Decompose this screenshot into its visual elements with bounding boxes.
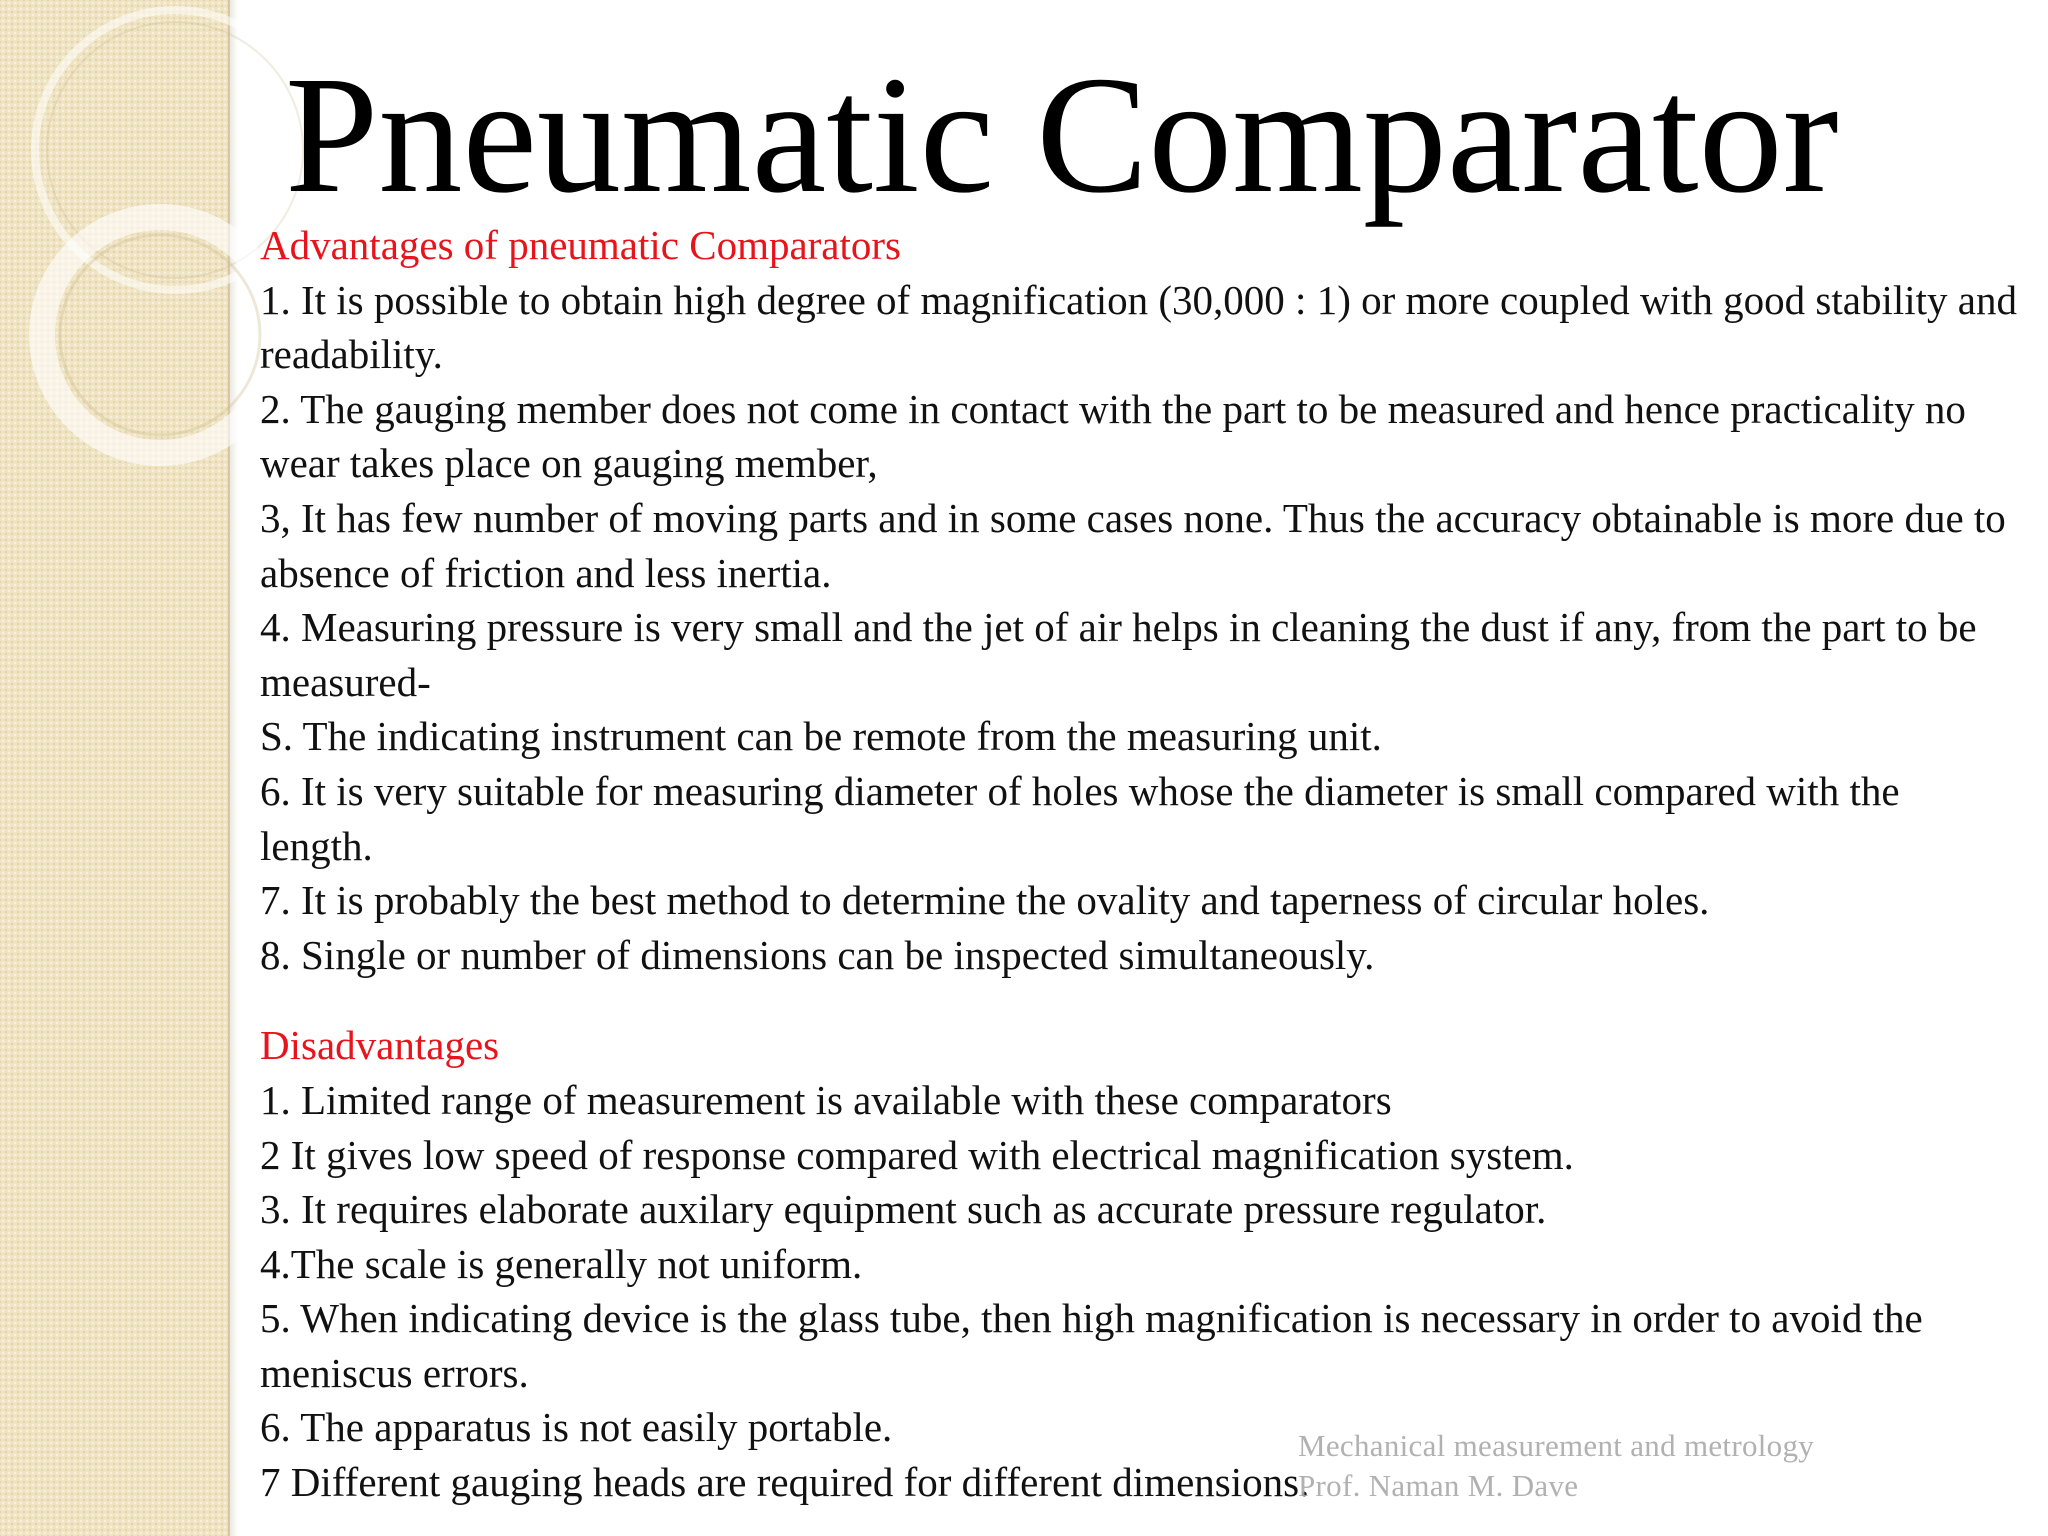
advantage-item: 3, It has few number of moving parts and in some cases none. Thus the accuracy obtainable is more due to absence of friction and less inertia. bbox=[260, 494, 2006, 596]
disadvantages-heading: Disadvantages bbox=[260, 1022, 500, 1069]
advantage-item: 7. It is probably the best method to determine the ovality and taperness of circular holes. bbox=[260, 877, 1710, 924]
disadvantage-item: 6. The apparatus is not easily portable. bbox=[260, 1404, 893, 1451]
advantage-item: 8. Single or number of dimensions can be inspected simultaneously. bbox=[260, 931, 1375, 978]
page-title: Pneumatic Comparator bbox=[285, 42, 1839, 228]
advantages-list bbox=[260, 273, 2020, 983]
disadvantage-item: 5. When indicating device is the glass tube, then high magnification is necessary in order to avoid the meniscus errors. bbox=[260, 1295, 1923, 1396]
watermark bbox=[1298, 1426, 1814, 1506]
disadvantage-item: 1. Limited range of measurement is available with these comparators bbox=[260, 1076, 1392, 1123]
advantage-item: 2. The gauging member does not come in contact with the part to be measured and hence practicality no wear takes place on gauging member, bbox=[260, 385, 1966, 487]
advantage-item: S. The indicating instrument can be remote from the measuring unit. bbox=[260, 713, 1382, 760]
watermark-course: Mechanical measurement and metrology bbox=[1298, 1428, 1815, 1463]
disadvantage-item: 4.The scale is generally not uniform. bbox=[260, 1240, 863, 1287]
advantage-item: 4. Measuring pressure is very small and the jet of air helps in cleaning the dust if any, from the part to be measured- bbox=[260, 604, 1977, 705]
advantage-item: 1. It is possible to obtain high degree of magnification (30,000 : 1) or more coupled with good stability and readability. bbox=[260, 276, 2017, 378]
advantages-heading: Advantages of pneumatic Comparators bbox=[260, 222, 902, 268]
section-spacer bbox=[260, 982, 2020, 1018]
slide-content bbox=[260, 218, 2020, 1510]
advantage-item: 6. It is very suitable for measuring diameter of holes whose the diameter is small compared with the length. bbox=[260, 767, 1900, 869]
disadvantage-item: 3. It requires elaborate auxilary equipment such as accurate pressure regulator. bbox=[260, 1186, 1547, 1233]
decorative-circles-icon bbox=[0, 0, 300, 520]
watermark-author: Prof. Naman M. Dave bbox=[1298, 1468, 1579, 1503]
disadvantage-item: 2 It gives low speed of response compared with electrical magnification system. bbox=[260, 1131, 1574, 1178]
disadvantage-item: 7 Different gauging heads are required for different dimensions. bbox=[260, 1459, 1310, 1506]
